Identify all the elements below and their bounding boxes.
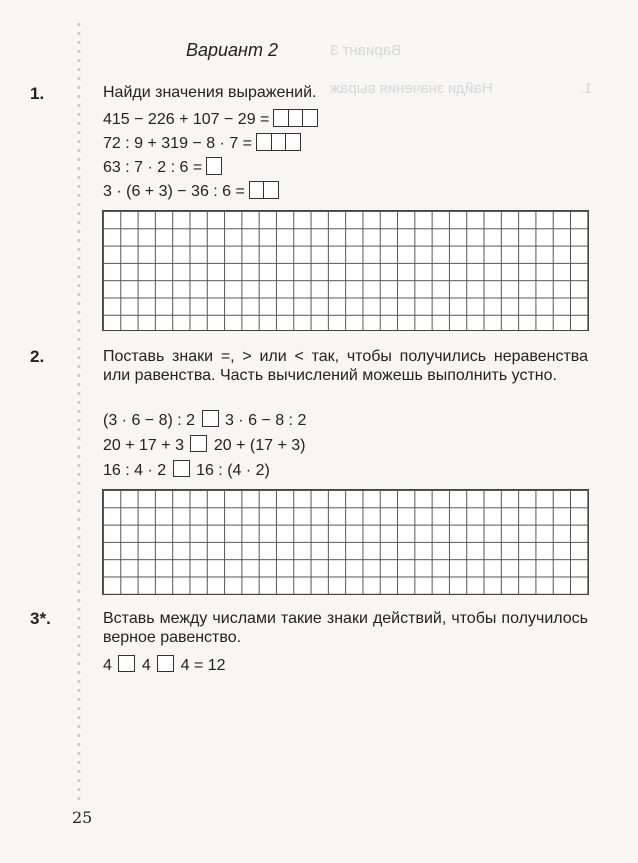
task2-work-grid[interactable] [102,489,589,595]
answer-cells[interactable] [273,109,317,127]
sign-box[interactable] [202,410,219,427]
page-number: 25 [72,808,93,827]
task3-number: 3*. [30,609,51,628]
task1-expression-1: 415 − 226 + 107 − 29 = [103,109,317,129]
operator-box[interactable] [157,655,174,672]
bleed-through: Найди значения выраж [330,80,493,97]
margin-dots [77,20,81,800]
task1-expression-2: 72 : 9 + 319 − 8 · 7 = [103,133,300,153]
task1-number: 1. [30,84,45,103]
variant-title: Вариант 2 [186,40,278,60]
bleed-through: Вариант 3 [330,42,402,59]
task1-expression-4: 3 · (6 + 3) − 36 : 6 = [103,181,278,201]
task3-equation: 4 4 4 = 12 [103,657,226,674]
task1-prompt: Найди значения выражений. [103,84,317,101]
task2-prompt: Поставь знаки =, > или < так, чтобы получились неравенства или равенства. Часть вычислений можешь выполнить устно. [103,348,588,384]
task1-expression-3: 63 : 7 · 2 : 6 = [103,157,221,177]
task2-comparison-1: (3 · 6 − 8) : 2 3 · 6 − 8 : 2 [103,412,307,429]
answer-cells[interactable] [256,133,300,151]
task3-prompt: Вставь между числами такие знаки действий, чтобы получилось верное равенство. [103,610,588,646]
answer-cells[interactable] [249,181,278,199]
sign-box[interactable] [190,435,207,452]
operator-box[interactable] [118,655,135,672]
task2-number: 2. [30,347,45,366]
bleed-through: 1. [580,80,593,97]
task1-work-grid[interactable] [102,210,589,331]
task2-comparison-3: 16 : 4 · 2 16 : (4 · 2) [103,462,270,479]
answer-cells[interactable] [206,157,221,175]
task2-comparison-2: 20 + 17 + 3 20 + (17 + 3) [103,437,306,454]
sign-box[interactable] [173,460,190,477]
